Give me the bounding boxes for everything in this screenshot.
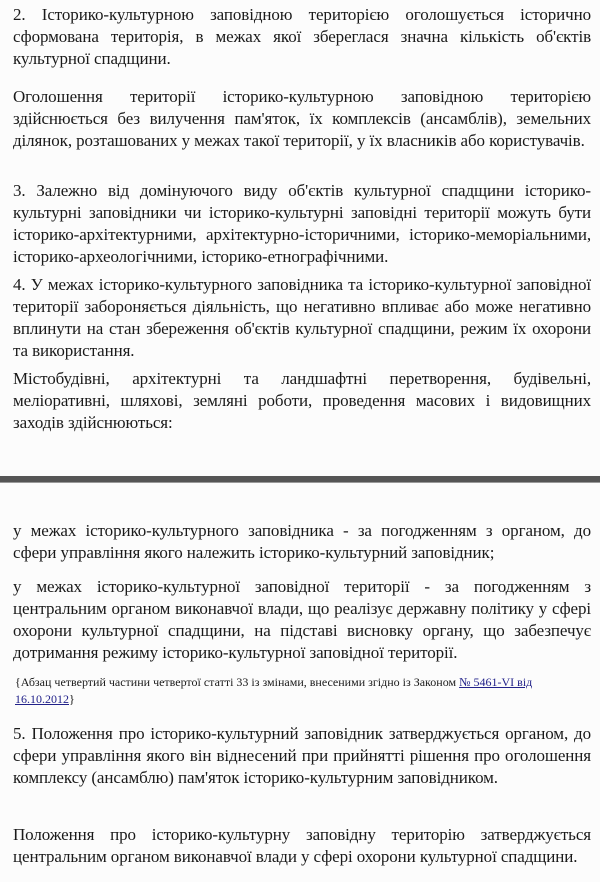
paragraph-5: 5. Положення про історико-культурний заповідник затверджується органом, до сфери управління якого він віднесений при прийнятті рішення про оголошення комплексу (ансамблю) пам'яток історико-культурним заповідником. bbox=[13, 724, 591, 787]
paragraph-declaration: Оголошення території історико-культурною заповідною територією здійснюється без вилучення пам'яток, їх комплексів (ансамблів), земельних ділянок, розташованих у межах такої території, у їх власників або користувачів. bbox=[13, 87, 591, 150]
amendment-note-suffix: } bbox=[69, 692, 75, 706]
paragraph-reserve-approval: у межах історико-культурного заповідника - за погодженням з органом, до сфери управління якого належить історико-культурний заповідник; bbox=[13, 521, 591, 562]
amendment-note-prefix: {Абзац четвертий частини четвертої статті 33 із змінами, внесеними згідно із Законом bbox=[15, 675, 460, 689]
paragraph-works: Містобудівні, архітектурні та ландшафтні перетворення, будівельні, меліоративні, шляхові, земляні роботи, проведення масових і видовищних заходів здійснюються: bbox=[13, 369, 591, 432]
amendment-note bbox=[15, 674, 591, 708]
paragraph-territory-regulation: Положення про історико-культурну заповідну територію затверджується центральним органом виконавчої влади у сфері охорони культурної спадщини. bbox=[13, 825, 591, 866]
page-divider bbox=[0, 476, 600, 483]
paragraph-territory-approval: у межах історико-культурної заповідної території - за погодженням з центральним органом виконавчої влади, що реалізує державну політику у сфері охорони культурної спадщини, на підставі висновку органу, що забезпечує дотримання режиму історико-культурної заповідної території. bbox=[13, 577, 591, 662]
paragraph-2: 2. Історико-культурною заповідною територією оголошується історично сформована територія, в межах якої збереглася значна кількість об'єктів культурної спадщини. bbox=[13, 5, 591, 68]
law-link[interactable]: № 5461-VI від 16.10.2012 bbox=[15, 675, 533, 706]
paragraph-3: 3. Залежно від домінуючого виду об'єктів культурної спадщини історико-культурні заповідники чи історико-культурні заповідні території можуть бути історико-архітектурними, архітектурно-історичними, історико-меморіальними, історико-археологічними, історико-етнографічними. bbox=[13, 181, 591, 266]
paragraph-4: 4. У межах історико-культурного заповідника та історико-культурної заповідної території забороняється діяльність, що негативно впливає або може негативно вплинути на стан збереження об'єктів культурної спадщини, режим їх охорони та використання. bbox=[13, 275, 591, 360]
